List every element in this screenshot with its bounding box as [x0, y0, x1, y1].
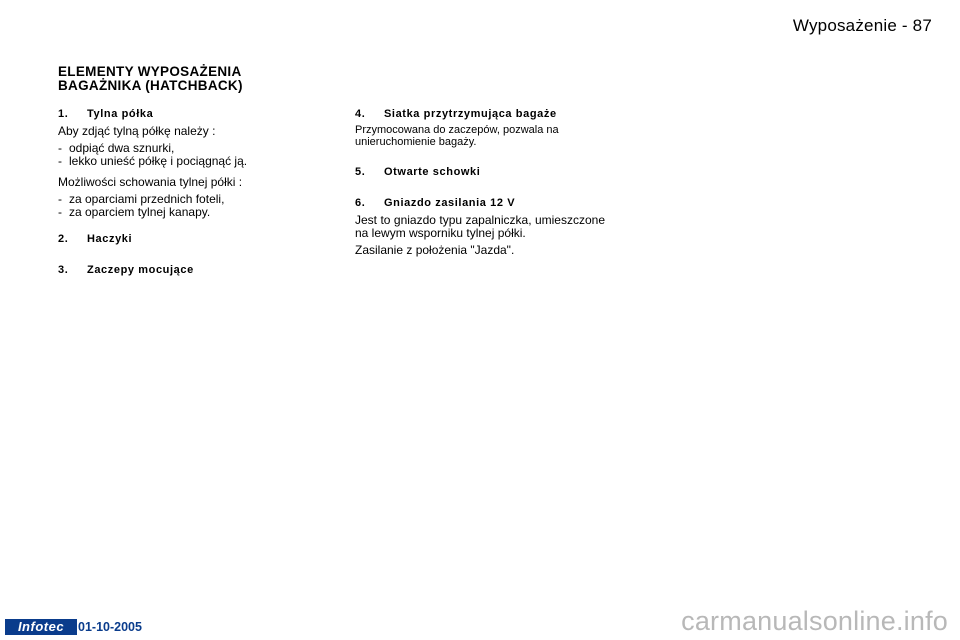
- list-dash: -: [58, 141, 62, 155]
- item-4-number: 4.: [355, 108, 366, 120]
- list-item: [58, 155, 308, 168]
- item-4-text: Przymocowana do zaczepów, pozwala na unieruchomienie bagaży.: [355, 124, 559, 148]
- item-6-heading: [355, 197, 605, 209]
- list-item-text: odpiąć dwa sznurki,: [69, 141, 175, 155]
- item-4-heading: [355, 108, 605, 120]
- item-1-steps: [58, 142, 308, 168]
- item-6-power-note: Zasilanie z położenia "Jazda".: [355, 243, 515, 257]
- item-6-title: Gniazdo zasilania 12 V: [384, 197, 516, 209]
- section-title-line2: BAGAŻNIKA (HATCHBACK): [58, 78, 243, 93]
- list-item-text: za oparciem tylnej kanapy.: [69, 205, 211, 219]
- item-3-heading: [58, 264, 308, 276]
- item-1-number: 1.: [58, 108, 69, 120]
- footer-date: 01-10-2005: [78, 620, 142, 634]
- item-5-number: 5.: [355, 166, 366, 178]
- item-3-number: 3.: [58, 264, 69, 276]
- list-item-text: za oparciami przednich foteli,: [69, 192, 225, 206]
- page-header: Wyposażenie - 87: [792, 16, 932, 35]
- item-1-title: Tylna półka: [87, 108, 154, 120]
- item-2-title: Haczyki: [87, 233, 133, 245]
- left-column: [58, 108, 308, 281]
- item-5-title: Otwarte schowki: [384, 166, 481, 178]
- infotec-logo: Infotec: [5, 619, 77, 635]
- item-1-storage-intro: Możliwości schowania tylnej półki :: [58, 175, 243, 189]
- item-1-heading: [58, 108, 308, 120]
- watermark: carmanualsonline.info: [681, 606, 948, 636]
- list-item: [58, 206, 308, 219]
- list-dash: -: [58, 205, 62, 219]
- item-6-number: 6.: [355, 197, 366, 209]
- item-5-heading: [355, 166, 605, 178]
- item-1-storage-options: [58, 193, 308, 219]
- item-2-number: 2.: [58, 233, 69, 245]
- list-dash: -: [58, 154, 62, 168]
- right-column: [355, 108, 605, 261]
- item-4-title: Siatka przytrzymująca bagaże: [384, 108, 557, 120]
- list-item-text: lekko unieść półkę i pociągnąć ją.: [69, 154, 248, 168]
- item-2-heading: [58, 233, 308, 245]
- section-title-line1: ELEMENTY WYPOSAŻENIA: [58, 64, 242, 79]
- list-dash: -: [58, 192, 62, 206]
- item-1-intro: Aby zdjąć tylną półkę należy :: [58, 124, 216, 138]
- item-3-title: Zaczepy mocujące: [87, 264, 194, 276]
- section-title: [58, 65, 243, 93]
- item-6-text: Jest to gniazdo typu zapalniczka, umieszczone na lewym wsporniku tylnej półki.: [355, 213, 605, 240]
